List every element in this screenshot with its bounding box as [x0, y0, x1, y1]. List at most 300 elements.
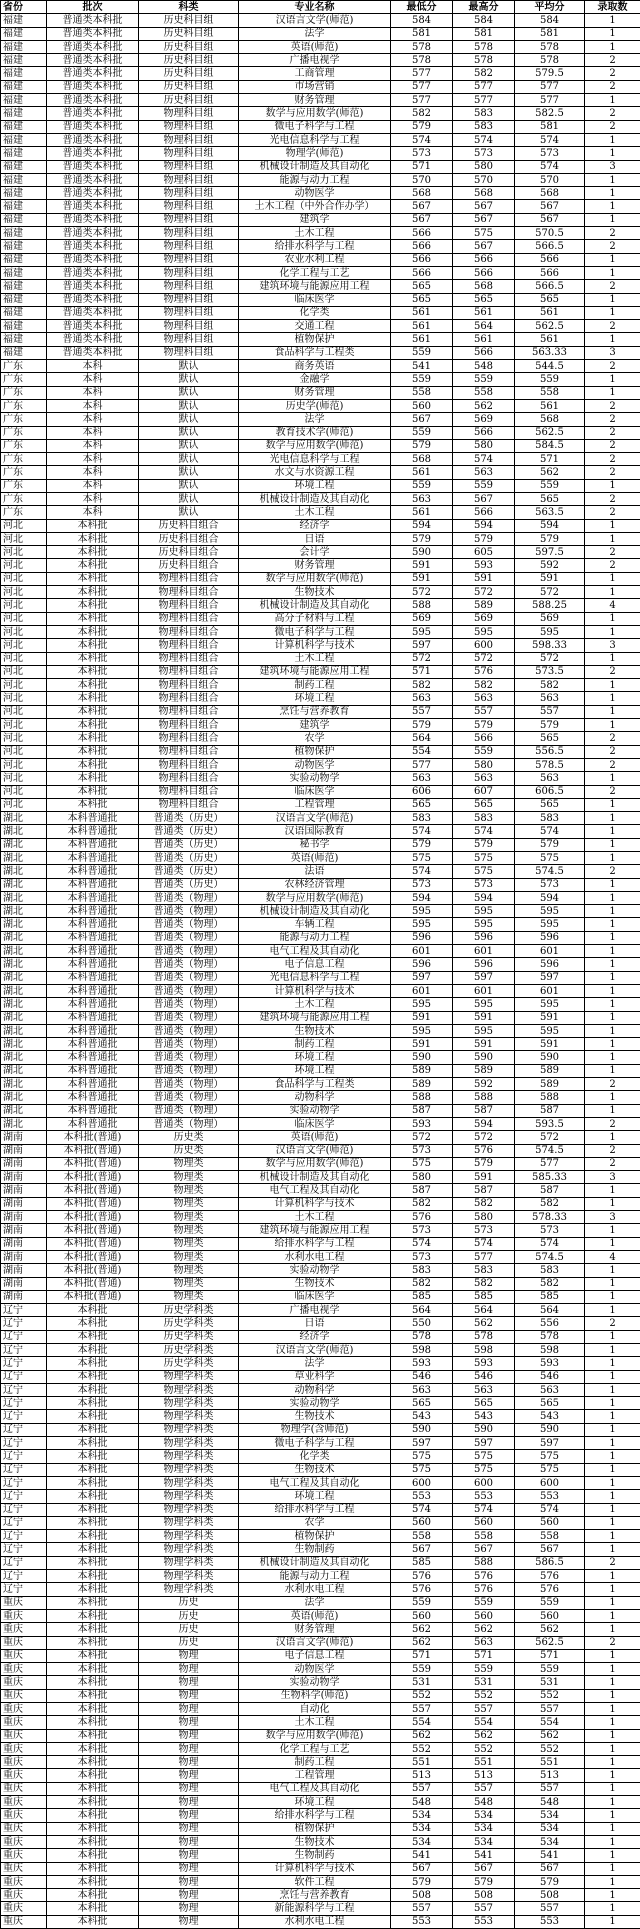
- cell-major: 广播电视学: [239, 1304, 391, 1317]
- cell-min-score: 593: [391, 1357, 453, 1370]
- cell-province: 重庆: [1, 1889, 47, 1902]
- cell-major: 化学类: [239, 306, 391, 319]
- cell-avg-score: 562: [515, 1729, 585, 1742]
- cell-batch: 本科批: [47, 599, 139, 612]
- cell-province: 河北: [1, 599, 47, 612]
- cell-min-score: 558: [391, 1530, 453, 1543]
- cell-avg-score: 562: [515, 1623, 585, 1636]
- cell-max-score: 575: [453, 865, 515, 878]
- cell-avg-score: 577: [515, 80, 585, 93]
- cell-batch: 本科批: [47, 1729, 139, 1742]
- cell-min-score: 576: [391, 1570, 453, 1583]
- table-row: [1, 1383, 640, 1396]
- cell-category: 历史科目组合: [139, 519, 239, 532]
- cell-admit-count: 2: [585, 227, 640, 240]
- cell-batch: 本科批: [47, 1543, 139, 1556]
- cell-avg-score: 561: [515, 399, 585, 412]
- cell-batch: 本科普通批: [47, 878, 139, 891]
- cell-major: 英语(师范): [239, 852, 391, 865]
- cell-category: 物理学科类: [139, 1450, 239, 1463]
- cell-category: 普通类（物理）: [139, 905, 239, 918]
- table-row: [1, 931, 640, 944]
- cell-batch: 本科批: [47, 546, 139, 559]
- cell-max-score: 552: [453, 1689, 515, 1702]
- cell-max-score: 584: [453, 14, 515, 27]
- cell-major: 能源与动力工程: [239, 1570, 391, 1583]
- table-row: [1, 1304, 640, 1317]
- cell-major: 汉语国际教育: [239, 825, 391, 838]
- header-min-score: 最低分: [391, 1, 453, 14]
- cell-min-score: 596: [391, 931, 453, 944]
- cell-min-score: 597: [391, 639, 453, 652]
- cell-major: 自动化: [239, 1703, 391, 1716]
- table-row: [1, 1703, 640, 1716]
- cell-major: 数学与应用数学(师范): [239, 107, 391, 120]
- table-row: [1, 1570, 640, 1583]
- cell-province: 河北: [1, 692, 47, 705]
- table-row: [1, 120, 640, 133]
- cell-category: 物理: [139, 1849, 239, 1862]
- cell-admit-count: 1: [585, 1889, 640, 1902]
- cell-province: 重庆: [1, 1756, 47, 1769]
- table-row: [1, 945, 640, 958]
- cell-min-score: 568: [391, 453, 453, 466]
- cell-avg-score: 568: [515, 187, 585, 200]
- cell-batch: 本科普通批: [47, 905, 139, 918]
- cell-admit-count: 1: [585, 14, 640, 27]
- cell-avg-score: 552: [515, 1689, 585, 1702]
- cell-admit-count: 1: [585, 1423, 640, 1436]
- cell-avg-score: 560: [515, 1609, 585, 1622]
- cell-admit-count: 2: [585, 54, 640, 67]
- cell-max-score: 575: [453, 852, 515, 865]
- cell-avg-score: 562: [515, 466, 585, 479]
- table-row: [1, 1729, 640, 1742]
- cell-min-score: 559: [391, 479, 453, 492]
- cell-province: 广东: [1, 399, 47, 412]
- cell-admit-count: 1: [585, 1104, 640, 1117]
- cell-avg-score: 562.5: [515, 426, 585, 439]
- cell-avg-score: 575: [515, 852, 585, 865]
- cell-category: 物理: [139, 1889, 239, 1902]
- cell-max-score: 565: [453, 293, 515, 306]
- cell-max-score: 567: [453, 492, 515, 505]
- cell-major: 化学工程与工艺: [239, 266, 391, 279]
- cell-admit-count: 2: [585, 1317, 640, 1330]
- cell-category: 物理学科类: [139, 1570, 239, 1583]
- cell-avg-score: 598: [515, 1343, 585, 1356]
- cell-major: 植物保护: [239, 1822, 391, 1835]
- cell-batch: 本科批: [47, 625, 139, 638]
- table-row: [1, 891, 640, 904]
- table-row: [1, 266, 640, 279]
- cell-max-score: 575: [453, 1463, 515, 1476]
- cell-admit-count: 2: [585, 758, 640, 771]
- cell-category: 物理学科类: [139, 1490, 239, 1503]
- cell-batch: 本科: [47, 426, 139, 439]
- cell-batch: 本科: [47, 453, 139, 466]
- cell-avg-score: 591: [515, 572, 585, 585]
- cell-max-score: 576: [453, 665, 515, 678]
- cell-admit-count: 1: [585, 998, 640, 1011]
- table-row: [1, 280, 640, 293]
- cell-max-score: 583: [453, 107, 515, 120]
- cell-min-score: 551: [391, 1756, 453, 1769]
- cell-major: 经济学: [239, 1330, 391, 1343]
- cell-province: 河北: [1, 772, 47, 785]
- table-row: [1, 1835, 640, 1848]
- cell-max-score: 541: [453, 1849, 515, 1862]
- cell-major: 土木工程: [239, 227, 391, 240]
- cell-category: 历史科目组合: [139, 532, 239, 545]
- table-row: [1, 812, 640, 825]
- cell-category: 物理类: [139, 1277, 239, 1290]
- cell-major: 数学与应用数学(师范): [239, 439, 391, 452]
- table-row: [1, 40, 640, 53]
- cell-min-score: 576: [391, 1583, 453, 1596]
- cell-avg-score: 557: [515, 705, 585, 718]
- cell-avg-score: 559: [515, 1663, 585, 1676]
- cell-min-score: 534: [391, 1809, 453, 1822]
- cell-batch: 本科批(普通): [47, 1171, 139, 1184]
- cell-admit-count: 1: [585, 1782, 640, 1795]
- cell-province: 辽宁: [1, 1330, 47, 1343]
- cell-batch: 本科批: [47, 1410, 139, 1423]
- cell-major: 日语: [239, 1317, 391, 1330]
- cell-max-score: 588: [453, 1556, 515, 1569]
- cell-major: 电气工程及其自动化: [239, 1184, 391, 1197]
- cell-max-score: 552: [453, 1742, 515, 1755]
- table-row: [1, 1822, 640, 1835]
- cell-province: 湖南: [1, 1264, 47, 1277]
- cell-province: 福建: [1, 346, 47, 359]
- cell-category: 历史类: [139, 1131, 239, 1144]
- cell-max-score: 598: [453, 1343, 515, 1356]
- cell-batch: 本科批: [47, 1503, 139, 1516]
- cell-province: 河北: [1, 665, 47, 678]
- cell-avg-score: 568: [515, 413, 585, 426]
- cell-min-score: 579: [391, 1875, 453, 1888]
- cell-max-score: 567: [453, 1862, 515, 1875]
- cell-major: 法语: [239, 865, 391, 878]
- cell-admit-count: 1: [585, 519, 640, 532]
- cell-avg-score: 562.5: [515, 1636, 585, 1649]
- cell-batch: 本科批: [47, 1423, 139, 1436]
- cell-admit-count: 1: [585, 1024, 640, 1037]
- cell-major: 数学与应用数学(师范): [239, 1157, 391, 1170]
- cell-max-score: 578: [453, 1330, 515, 1343]
- cell-category: 物理类: [139, 1211, 239, 1224]
- cell-province: 福建: [1, 293, 47, 306]
- cell-category: 物理: [139, 1809, 239, 1822]
- cell-batch: 本科批: [47, 519, 139, 532]
- cell-admit-count: 2: [585, 546, 640, 559]
- table-row: [1, 958, 640, 971]
- cell-avg-score: 548: [515, 1796, 585, 1809]
- cell-province: 湖北: [1, 878, 47, 891]
- cell-min-score: 597: [391, 971, 453, 984]
- cell-min-score: 581: [391, 27, 453, 40]
- cell-max-score: 564: [453, 320, 515, 333]
- cell-batch: 普通类本科批: [47, 67, 139, 80]
- cell-major: 法学: [239, 27, 391, 40]
- cell-max-score: 534: [453, 1822, 515, 1835]
- cell-province: 湖南: [1, 1197, 47, 1210]
- cell-batch: 本科普通批: [47, 1091, 139, 1104]
- cell-admit-count: 1: [585, 1862, 640, 1875]
- cell-category: 普通类（物理）: [139, 971, 239, 984]
- cell-province: 福建: [1, 266, 47, 279]
- cell-province: 福建: [1, 240, 47, 253]
- cell-major: 生物技术: [239, 1277, 391, 1290]
- cell-max-score: 565: [453, 1397, 515, 1410]
- cell-category: 普通类（物理）: [139, 891, 239, 904]
- cell-avg-score: 570: [515, 173, 585, 186]
- cell-category: 物理: [139, 1835, 239, 1848]
- cell-max-score: 591: [453, 1171, 515, 1184]
- cell-avg-score: 587: [515, 1184, 585, 1197]
- cell-admit-count: 2: [585, 399, 640, 412]
- cell-province: 河北: [1, 559, 47, 572]
- cell-min-score: 594: [391, 519, 453, 532]
- table-row: [1, 878, 640, 891]
- cell-max-score: 591: [453, 1011, 515, 1024]
- cell-major: 电气工程及其自动化: [239, 1476, 391, 1489]
- cell-batch: 本科批(普通): [47, 1277, 139, 1290]
- cell-admit-count: 1: [585, 1689, 640, 1702]
- cell-major: 给排水科学与工程: [239, 1503, 391, 1516]
- table-row: [1, 1184, 640, 1197]
- cell-admit-count: 1: [585, 891, 640, 904]
- table-body: [1, 14, 640, 1929]
- cell-min-score: 567: [391, 213, 453, 226]
- cell-major: 食品科学与工程类: [239, 1078, 391, 1091]
- table-row: [1, 1423, 640, 1436]
- cell-max-score: 594: [453, 891, 515, 904]
- cell-max-score: 567: [453, 213, 515, 226]
- cell-major: 动物医学: [239, 1663, 391, 1676]
- cell-min-score: 590: [391, 1423, 453, 1436]
- cell-category: 历史学科类: [139, 1317, 239, 1330]
- cell-province: 福建: [1, 306, 47, 319]
- cell-max-score: 567: [453, 240, 515, 253]
- cell-admit-count: 1: [585, 1543, 640, 1556]
- table-row: [1, 572, 640, 585]
- cell-category: 物理科目组合: [139, 692, 239, 705]
- cell-province: 福建: [1, 213, 47, 226]
- cell-batch: 本科批: [47, 1822, 139, 1835]
- cell-major: 光电信息科学与工程: [239, 133, 391, 146]
- cell-min-score: 541: [391, 1849, 453, 1862]
- cell-min-score: 591: [391, 572, 453, 585]
- cell-category: 历史: [139, 1636, 239, 1649]
- cell-avg-score: 584.5: [515, 439, 585, 452]
- cell-category: 物理类: [139, 1184, 239, 1197]
- cell-min-score: 572: [391, 652, 453, 665]
- cell-avg-score: 574: [515, 1237, 585, 1250]
- cell-admit-count: 1: [585, 173, 640, 186]
- cell-major: 植物保护: [239, 333, 391, 346]
- cell-major: 实验动物学: [239, 1104, 391, 1117]
- cell-province: 湖南: [1, 1224, 47, 1237]
- cell-province: 福建: [1, 54, 47, 67]
- table-row: [1, 1782, 640, 1795]
- cell-min-score: 575: [391, 852, 453, 865]
- table-row: [1, 1902, 640, 1915]
- cell-avg-score: 531: [515, 1676, 585, 1689]
- cell-major: 动物科学: [239, 1383, 391, 1396]
- cell-admit-count: 2: [585, 1636, 640, 1649]
- cell-category: 普通类（物理）: [139, 1091, 239, 1104]
- cell-category: 物理科目组: [139, 173, 239, 186]
- cell-admit-count: 1: [585, 971, 640, 984]
- cell-category: 物理科目组合: [139, 665, 239, 678]
- table-row: [1, 1117, 640, 1130]
- table-row: [1, 625, 640, 638]
- cell-province: 湖南: [1, 1211, 47, 1224]
- cell-category: 物理学科类: [139, 1370, 239, 1383]
- cell-major: 教育技术学(师范): [239, 426, 391, 439]
- cell-category: 物理科目组: [139, 320, 239, 333]
- table-row: [1, 1290, 640, 1303]
- cell-major: 汉语言文学(师范): [239, 1343, 391, 1356]
- cell-category: 物理科目组合: [139, 599, 239, 612]
- cell-min-score: 552: [391, 1689, 453, 1702]
- cell-min-score: 573: [391, 1224, 453, 1237]
- cell-min-score: 548: [391, 1796, 453, 1809]
- cell-province: 广东: [1, 453, 47, 466]
- table-row: [1, 599, 640, 612]
- cell-category: 物理: [139, 1902, 239, 1915]
- cell-max-score: 575: [453, 1450, 515, 1463]
- table-row: [1, 14, 640, 27]
- cell-max-score: 574: [453, 1503, 515, 1516]
- cell-admit-count: 1: [585, 253, 640, 266]
- cell-category: 物理: [139, 1649, 239, 1662]
- cell-batch: 本科批: [47, 1437, 139, 1450]
- table-row: [1, 918, 640, 931]
- cell-category: 历史科目组: [139, 40, 239, 53]
- cell-category: 历史类: [139, 1144, 239, 1157]
- cell-batch: 本科批: [47, 612, 139, 625]
- cell-avg-score: 574: [515, 825, 585, 838]
- table-row: [1, 984, 640, 997]
- cell-avg-score: 534: [515, 1809, 585, 1822]
- cell-category: 普通类（历史）: [139, 812, 239, 825]
- cell-max-score: 572: [453, 586, 515, 599]
- cell-category: 历史科目组: [139, 80, 239, 93]
- cell-category: 物理科目组: [139, 280, 239, 293]
- cell-batch: 本科: [47, 373, 139, 386]
- table-row: [1, 519, 640, 532]
- cell-avg-score: 572: [515, 652, 585, 665]
- cell-min-score: 557: [391, 1902, 453, 1915]
- cell-max-score: 605: [453, 546, 515, 559]
- cell-major: 交通工程: [239, 320, 391, 333]
- table-row: [1, 1264, 640, 1277]
- cell-min-score: 563: [391, 772, 453, 785]
- cell-avg-score: 601: [515, 945, 585, 958]
- table-row: [1, 838, 640, 851]
- table-row: [1, 1769, 640, 1782]
- cell-avg-score: 585: [515, 1290, 585, 1303]
- cell-max-score: 563: [453, 772, 515, 785]
- cell-major: 能源与动力工程: [239, 173, 391, 186]
- cell-province: 湖北: [1, 984, 47, 997]
- table-row: [1, 679, 640, 692]
- cell-major: 金融学: [239, 373, 391, 386]
- cell-batch: 本科批: [47, 639, 139, 652]
- cell-province: 福建: [1, 27, 47, 40]
- cell-batch: 本科批: [47, 798, 139, 811]
- cell-major: 临床医学: [239, 785, 391, 798]
- cell-province: 重庆: [1, 1596, 47, 1609]
- cell-batch: 本科批: [47, 1902, 139, 1915]
- table-row: [1, 971, 640, 984]
- cell-avg-score: 578: [515, 40, 585, 53]
- cell-batch: 本科: [47, 386, 139, 399]
- table-row: [1, 546, 640, 559]
- cell-min-score: 584: [391, 14, 453, 27]
- cell-admit-count: 1: [585, 1038, 640, 1051]
- cell-major: 汉语言文学(师范): [239, 812, 391, 825]
- cell-batch: 普通类本科批: [47, 293, 139, 306]
- cell-avg-score: 590: [515, 1051, 585, 1064]
- cell-province: 重庆: [1, 1716, 47, 1729]
- cell-batch: 本科批: [47, 1609, 139, 1622]
- cell-batch: 普通类本科批: [47, 14, 139, 27]
- cell-admit-count: 3: [585, 346, 640, 359]
- cell-batch: 本科普通批: [47, 1051, 139, 1064]
- cell-major: 微电子科学与工程: [239, 120, 391, 133]
- cell-admit-count: 1: [585, 1875, 640, 1888]
- cell-category: 默认: [139, 386, 239, 399]
- table-row: [1, 1556, 640, 1569]
- cell-major: 土木工程: [239, 998, 391, 1011]
- cell-max-score: 573: [453, 878, 515, 891]
- cell-province: 辽宁: [1, 1343, 47, 1356]
- table-row: [1, 1676, 640, 1689]
- table-row: [1, 1530, 640, 1543]
- cell-min-score: 574: [391, 1237, 453, 1250]
- cell-batch: 本科: [47, 399, 139, 412]
- cell-batch: 普通类本科批: [47, 173, 139, 186]
- cell-max-score: 592: [453, 1078, 515, 1091]
- cell-max-score: 560: [453, 1609, 515, 1622]
- cell-batch: 普通类本科批: [47, 80, 139, 93]
- cell-avg-score: 579: [515, 719, 585, 732]
- cell-admit-count: 1: [585, 1064, 640, 1077]
- cell-min-score: 559: [391, 346, 453, 359]
- table-row: [1, 213, 640, 226]
- cell-min-score: 601: [391, 984, 453, 997]
- cell-avg-score: 558: [515, 386, 585, 399]
- cell-province: 河北: [1, 519, 47, 532]
- cell-category: 物理科目组合: [139, 625, 239, 638]
- cell-avg-score: 574: [515, 1503, 585, 1516]
- cell-category: 普通类（物理）: [139, 1051, 239, 1064]
- cell-max-score: 559: [453, 479, 515, 492]
- cell-max-score: 559: [453, 745, 515, 758]
- cell-batch: 本科批: [47, 1556, 139, 1569]
- cell-category: 物理科目组合: [139, 732, 239, 745]
- cell-batch: 本科批: [47, 1835, 139, 1848]
- cell-batch: 普通类本科批: [47, 187, 139, 200]
- cell-admit-count: 1: [585, 905, 640, 918]
- cell-category: 物理科目组合: [139, 772, 239, 785]
- cell-major: 电子信息工程: [239, 958, 391, 971]
- table-row: [1, 253, 640, 266]
